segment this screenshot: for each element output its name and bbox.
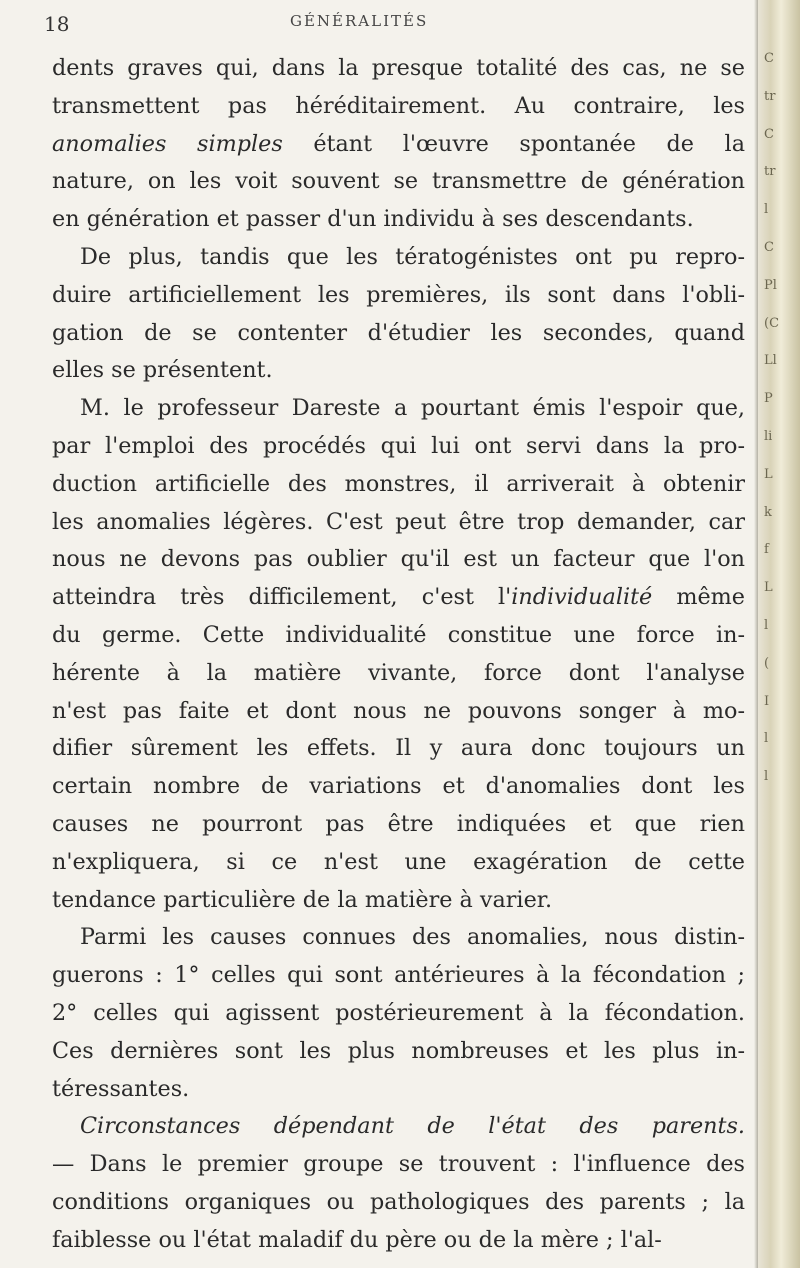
margin-fragment: li — [764, 428, 773, 444]
text-line: nous ne devons pas oublier qu'il est un facteur que l'on — [52, 546, 745, 573]
text-line — [52, 126, 745, 164]
text-line: duire artificiellement les premières, ils sont dans l'obli- — [52, 281, 745, 308]
text-line: n'est pas faite et dont nous ne pouvons songer à mo- — [52, 697, 745, 724]
text-line: faiblesse ou l'état maladif du père ou de la mère ; l'al- — [52, 1226, 662, 1253]
text-line: gation de se contenter d'étudier les secondes, quand — [52, 319, 745, 346]
italic-phrase: Circonstances dépendant de l'état des parents. — [80, 1113, 745, 1140]
margin-fragment: Pl — [764, 277, 777, 293]
adjacent-page-fragments — [764, 40, 798, 796]
text-line: transmettent pas héréditairement. Au contraire, les — [52, 92, 745, 119]
text-line: n'expliquera, si ce n'est une exagération de cette — [52, 848, 745, 875]
margin-fragment: l — [764, 731, 769, 747]
text-line: dents graves qui, dans la presque totalité des cas, ne se — [52, 55, 745, 81]
text-line — [52, 1108, 745, 1146]
text-line: les anomalies légères. C'est peut être trop demander, car — [52, 508, 745, 535]
text-line: en génération et passer d'un individu à ses descendants. — [52, 206, 694, 233]
margin-fragment: P — [764, 391, 773, 407]
text-line: téressantes. — [52, 1075, 190, 1102]
margin-fragment: L — [764, 466, 773, 482]
text-line: tendance particulière de la matière à varier. — [52, 886, 553, 913]
text-line: difier sûrement les effets. Il y aura donc toujours un — [52, 735, 745, 762]
text-run: même — [652, 584, 745, 611]
text-line: M. le professeur Dareste a pourtant émis l'espoir que, — [80, 395, 745, 422]
text-line: du germe. Cette individualité constitue une force in- — [52, 621, 745, 648]
text-line: De plus, tandis que les tératogénistes ont pu repro- — [80, 243, 745, 270]
margin-fragment: C — [764, 126, 774, 142]
text-line: elles se présentent. — [52, 357, 273, 384]
margin-fragment: tr — [764, 164, 776, 180]
text-line: Ces dernières sont les plus nombreuses et les plus in- — [52, 1037, 745, 1064]
text-line: nature, on les voit souvent se transmettre de génération — [52, 168, 745, 195]
running-head: GÉNÉRALITÉS — [290, 12, 429, 30]
margin-fragment: C — [764, 51, 774, 66]
text-line: certain nombre de variations et d'anomalies dont les — [52, 773, 745, 800]
text-line: par l'emploi des procédés qui lui ont servi dans la pro- — [52, 432, 745, 459]
page-header — [0, 6, 760, 36]
margin-fragment: l — [764, 202, 769, 218]
italic-phrase: anomalies simples — [52, 130, 283, 157]
margin-fragment: l — [764, 617, 769, 633]
text-line: duction artificielle des monstres, il arriverait à obtenir — [52, 470, 745, 497]
margin-fragment: Ll — [764, 353, 777, 369]
text-run: atteindra très difficilement, c'est l' — [52, 584, 512, 611]
margin-fragment: tr — [764, 88, 776, 104]
text-line: — Dans le premier groupe se trouvent : l'influence des — [52, 1151, 745, 1178]
text-line — [52, 579, 745, 617]
margin-fragment: ( — [764, 655, 770, 671]
margin-fragment: L — [764, 580, 773, 596]
margin-fragment: f — [764, 542, 769, 558]
text-line: causes ne pourront pas être indiquées et que rien — [52, 810, 745, 837]
margin-fragment: I — [764, 693, 770, 709]
italic-phrase: individualité — [511, 584, 653, 611]
text-line: hérente à la matière vivante, force dont l'analyse — [52, 659, 745, 686]
text-line: guerons : 1° celles qui sont antérieures à la fécondation ; — [52, 962, 745, 989]
text-run: étant l'œuvre spontanée de la — [282, 130, 745, 157]
margin-fragment: (C — [764, 315, 780, 331]
text-line: conditions organiques ou pathologiques des parents ; la — [52, 1188, 745, 1215]
text-line: Parmi les causes connues des anomalies, nous distin- — [80, 924, 745, 951]
text-line: 2° celles qui agissent postérieurement à la fécondation. — [52, 999, 745, 1026]
margin-fragment: l — [764, 769, 769, 785]
page-number: 18 — [44, 12, 70, 36]
body-text — [52, 50, 745, 1260]
margin-fragment: k — [764, 504, 772, 520]
margin-fragment: C — [764, 239, 774, 255]
